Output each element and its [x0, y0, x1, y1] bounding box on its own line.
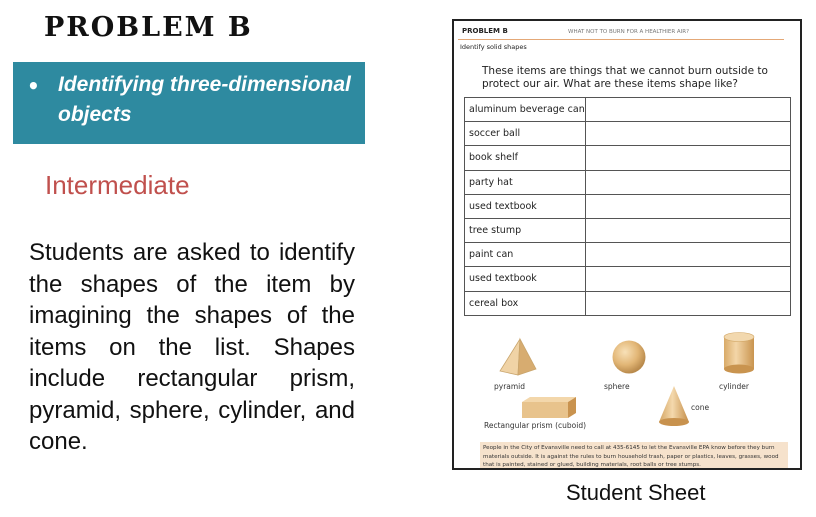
answer-cell[interactable] — [586, 194, 791, 218]
header-divider — [458, 39, 784, 40]
problem-description: Students are asked to identify the shapes of the item by imagining the shapes of the items on the list. Shapes include rectangular prism, pyramid, sphere, cylinder, and cone. — [29, 239, 355, 455]
table-row — [465, 291, 791, 315]
answer-cell[interactable] — [586, 98, 791, 122]
student-sheet — [452, 19, 802, 470]
answer-cell[interactable] — [586, 267, 791, 291]
item-cell: aluminum beverage can — [465, 98, 586, 122]
sheet-skill: Identify solid shapes — [460, 43, 527, 51]
cylinder-shape — [722, 331, 756, 375]
item-cell: tree stump — [465, 218, 586, 242]
cone-label: cone — [691, 403, 710, 412]
table-row — [465, 218, 791, 242]
answer-cell[interactable] — [586, 218, 791, 242]
cylinder-label: cylinder — [719, 382, 749, 391]
slide-title: PROBLEM B — [44, 12, 253, 43]
pyramid-label: pyramid — [494, 382, 526, 391]
answer-cell[interactable] — [586, 170, 791, 194]
item-cell: cereal box — [465, 291, 586, 315]
cone-shape — [657, 385, 691, 429]
cuboid-shape — [520, 396, 578, 420]
answer-cell[interactable] — [586, 243, 791, 267]
item-cell: used textbook — [465, 194, 586, 218]
answer-cell[interactable] — [586, 291, 791, 315]
burn-notice — [480, 442, 788, 470]
answer-cell[interactable] — [586, 146, 791, 170]
sheet-subtitle: WHAT NOT TO BURN FOR A HEALTHIER AIR? — [568, 29, 690, 35]
topic-text: Identifying three-dimensional objects — [58, 73, 351, 126]
table-row — [465, 194, 791, 218]
item-cell: soccer ball — [465, 122, 586, 146]
sheet-caption: Student Sheet — [566, 480, 706, 505]
item-cell: used textbook — [465, 267, 586, 291]
item-cell: book shelf — [465, 146, 586, 170]
difficulty-level: Intermediate — [45, 170, 190, 200]
table-row — [465, 146, 791, 170]
table-row — [465, 122, 791, 146]
sheet-header: PROBLEM B — [462, 27, 508, 35]
sheet-instructions: These items are things that we cannot burn outside to protect our air. What are these items shape like? — [482, 65, 768, 90]
sphere-label: sphere — [604, 382, 630, 391]
pyramid-shape — [498, 337, 538, 377]
burn-notice-text: People in the City of Evansville need to call at 435-6145 to let the Evansville EPA know before they burn materials outside. It is against the rules to burn household trash, paper or plastics, leaves, grasses, wood that is painted, stained or glued, building materials, root balls or tree stumps. — [483, 445, 779, 469]
table-row — [465, 170, 791, 194]
bullet-symbol: • — [27, 74, 40, 98]
item-cell: party hat — [465, 170, 586, 194]
table-row — [465, 98, 791, 122]
sphere-shape — [611, 339, 647, 375]
table-row — [465, 243, 791, 267]
item-cell: paint can — [465, 243, 586, 267]
cuboid-label: Rectangular prism (cuboid) — [484, 421, 587, 430]
answer-cell[interactable] — [586, 122, 791, 146]
items-table — [464, 97, 791, 316]
table-row — [465, 267, 791, 291]
topic-banner — [13, 62, 365, 144]
